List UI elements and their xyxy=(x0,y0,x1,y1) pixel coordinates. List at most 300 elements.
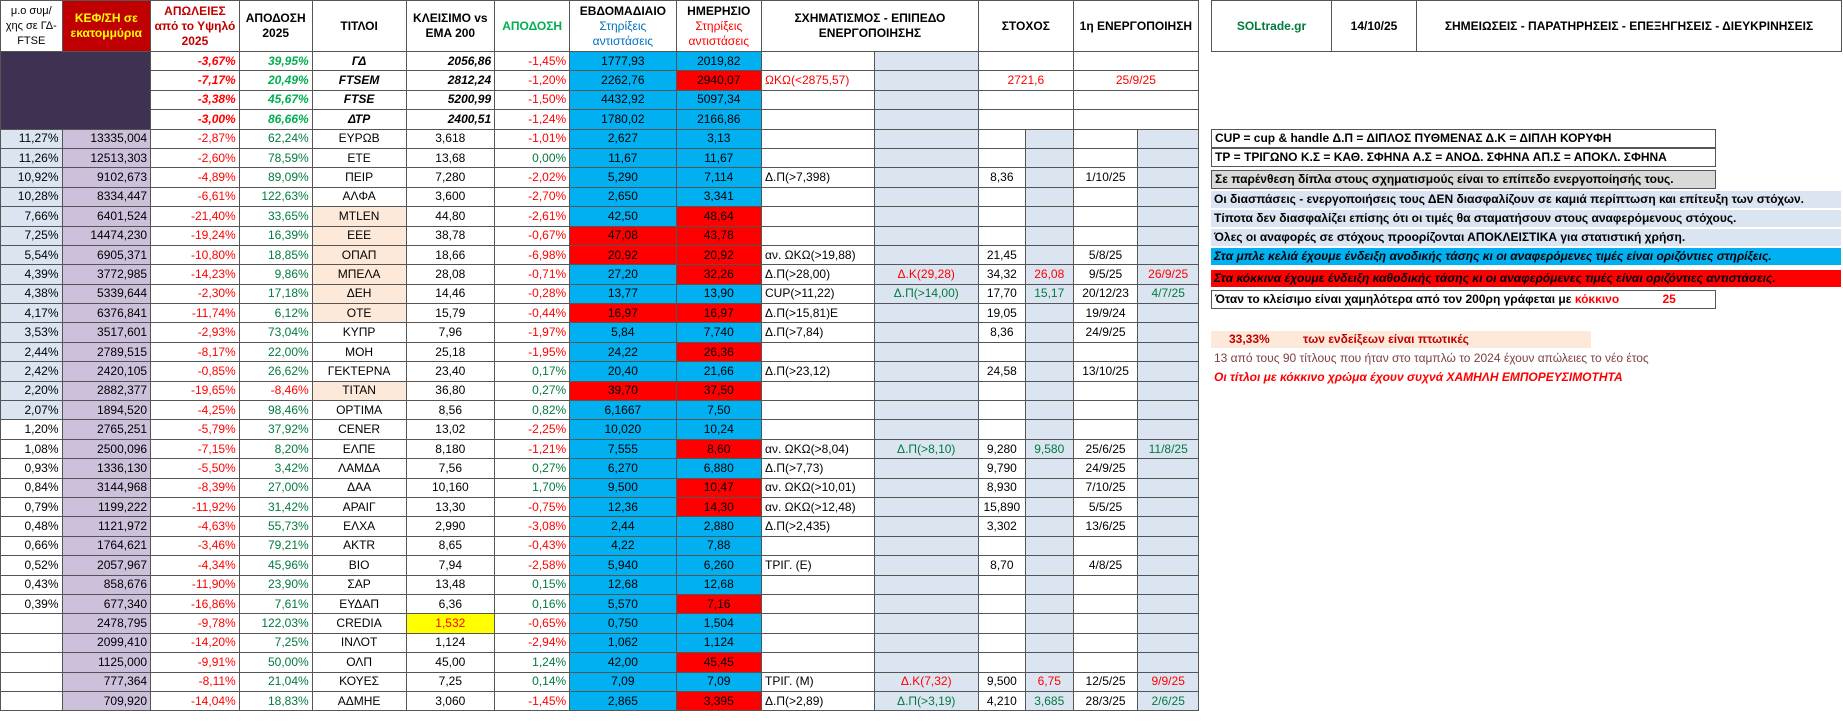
stock-cap: 13335,004 xyxy=(62,129,151,148)
index-pattern xyxy=(762,90,875,109)
stock-title: CENER xyxy=(312,420,406,439)
stock-pattern xyxy=(762,653,875,672)
stock-title: ΕΥΡΩΒ xyxy=(312,129,406,148)
stock-close: 13,02 xyxy=(406,420,495,439)
index-row xyxy=(1,110,1199,129)
note-pct-text: των ενδείξεων είναι πτωτικές xyxy=(1303,332,1469,346)
stock-pattern-2 xyxy=(874,381,978,400)
stock-daily: 10,47 xyxy=(676,478,761,497)
stock-avg xyxy=(1,633,63,652)
stock-pattern xyxy=(762,187,875,206)
stock-weekly: 2,627 xyxy=(570,129,676,148)
stock-loss: -19,24% xyxy=(151,226,240,245)
legend-line-2: ΤΡ = ΤΡΙΓΩΝΟ Κ.Σ = ΚΑΘ. ΣΦΗΝΑ Α.Σ = ΑΝΟΔ. ΣΦΗΝΑ ΑΠ.Σ = ΑΠΟΚΛ. ΣΦΗΝΑ xyxy=(1211,148,1716,167)
stock-activation-2 xyxy=(1138,168,1199,187)
stock-weekly: 4,22 xyxy=(570,536,676,555)
col-cap: ΚΕΦ/ΣΗ σε εκατομμύρια xyxy=(62,1,151,52)
stock-pattern: Δ.Π(>23,12) xyxy=(762,362,875,381)
stock-row xyxy=(1,362,1199,381)
stock-target-2 xyxy=(1025,556,1073,575)
index-close: 2056,86 xyxy=(406,52,495,71)
stock-daily: 7,740 xyxy=(676,323,761,342)
index-title: ΔΤΡ xyxy=(312,110,406,129)
stock-daily: 7,88 xyxy=(676,536,761,555)
stock-weekly: 11,67 xyxy=(570,148,676,167)
col-loss: ΑΠΩΛΕΙΕΣ από το Υψηλό 2025 xyxy=(151,1,240,52)
stock-close: 6,36 xyxy=(406,594,495,613)
stock-target xyxy=(978,594,1025,613)
note-liquidity: Οι τίτλοι με κόκκινο χρώμα έχουν συχνά ΧΑΜΗΛΗ ΕΜΠΟΡΕΥΣΙΜΟΤΗΤΑ xyxy=(1214,370,1623,384)
stock-weekly: 7,09 xyxy=(570,672,676,691)
stock-daily: 48,64 xyxy=(676,207,761,226)
index-pattern-2 xyxy=(874,52,978,71)
stock-activation-2 xyxy=(1138,342,1199,361)
stock-yield2025: 18,85% xyxy=(239,245,312,264)
stock-pattern xyxy=(762,633,875,652)
index-row xyxy=(1,52,1199,71)
stock-pattern: Δ.Π(>7,84) xyxy=(762,323,875,342)
stock-weekly: 16,97 xyxy=(570,304,676,323)
note-parentheses: Σε παρένθεση δίπλα στους σχηματισμούς είναι το επίπεδο ενεργοποίησής τους. xyxy=(1211,170,1716,189)
stock-avg: 0,93% xyxy=(1,459,63,478)
stock-title: ΙΝΛΟΤ xyxy=(312,633,406,652)
index-loss: -3,00% xyxy=(151,110,240,129)
stock-title: ΔΕΗ xyxy=(312,284,406,303)
header-row xyxy=(1,1,1199,52)
stock-yield: 1,24% xyxy=(495,653,570,672)
stock-row xyxy=(1,245,1199,264)
stock-cap: 1125,000 xyxy=(62,653,151,672)
stock-row xyxy=(1,614,1199,633)
stock-title: MTLEN xyxy=(312,207,406,226)
stock-row xyxy=(1,129,1199,148)
stock-close: 13,68 xyxy=(406,148,495,167)
col-pattern: ΣΧΗΜΑΤΙΣΜΟΣ - ΕΠΙΠΕΔΟ ΕΝΕΡΓΟΠΟΙΗΣΗΣ xyxy=(762,1,979,52)
stock-pattern-2 xyxy=(874,245,978,264)
stock-activation-2 xyxy=(1138,187,1199,206)
stock-target: 8,36 xyxy=(978,168,1025,187)
stock-target xyxy=(978,381,1025,400)
stock-target-2: 9,580 xyxy=(1025,439,1073,458)
stock-loss: -4,34% xyxy=(151,556,240,575)
stock-target xyxy=(978,342,1025,361)
index-activation xyxy=(1073,110,1198,129)
stock-target xyxy=(978,207,1025,226)
stock-yield2025: 9,86% xyxy=(239,265,312,284)
stock-loss: -19,65% xyxy=(151,381,240,400)
stock-weekly: 5,290 xyxy=(570,168,676,187)
daily-sub: Στηρίξεις αντιστάσεις xyxy=(688,18,749,48)
stock-avg: 7,25% xyxy=(1,226,63,245)
stock-row xyxy=(1,536,1199,555)
stock-close: 28,08 xyxy=(406,265,495,284)
note-all: Όλες οι αναφορές σε στόχους προορίζονται ΑΠΟΚΛΕΙΣΤΙΚΑ για στατιστική χρήση. xyxy=(1211,229,1841,246)
stock-pattern xyxy=(762,401,875,420)
note-nothing: Τίποτα δεν διασφαλίζει επίσης ότι οι τιμές θα σταματήσουν στους αναφερόμενους στόχους. xyxy=(1211,210,1841,227)
stock-avg: 5,54% xyxy=(1,245,63,264)
index-target xyxy=(978,110,1073,129)
stock-avg: 0,39% xyxy=(1,594,63,613)
stock-activation: 20/12/23 xyxy=(1073,284,1138,303)
stock-target: 3,302 xyxy=(978,517,1025,536)
stock-target: 19,05 xyxy=(978,304,1025,323)
stock-yield2025: 45,96% xyxy=(239,556,312,575)
daily-title: ΗΜΕΡΗΣΙΟ xyxy=(687,3,751,18)
index-weekly: 1780,02 xyxy=(570,110,676,129)
stock-close: 18,66 xyxy=(406,245,495,264)
stock-loss: -21,40% xyxy=(151,207,240,226)
stock-target-2 xyxy=(1025,536,1073,555)
stock-close: 15,79 xyxy=(406,304,495,323)
stock-avg: 10,92% xyxy=(1,168,63,187)
stock-daily: 16,97 xyxy=(676,304,761,323)
stock-row xyxy=(1,420,1199,439)
stock-row xyxy=(1,497,1199,516)
stock-avg: 11,26% xyxy=(1,148,63,167)
stock-pattern xyxy=(762,226,875,245)
index-activation xyxy=(1073,90,1198,109)
stock-pattern-2 xyxy=(874,459,978,478)
stock-activation-2 xyxy=(1138,304,1199,323)
stock-avg: 4,17% xyxy=(1,304,63,323)
stock-pattern-2 xyxy=(874,187,978,206)
stock-title: ΜΟΗ xyxy=(312,342,406,361)
stock-pattern-2 xyxy=(874,323,978,342)
stock-title: ΣΑΡ xyxy=(312,575,406,594)
stock-target-2 xyxy=(1025,633,1073,652)
stock-yield: 1,70% xyxy=(495,478,570,497)
stock-cap: 1336,130 xyxy=(62,459,151,478)
index-row xyxy=(1,71,1199,90)
stock-target: 4,210 xyxy=(978,691,1025,710)
stock-row xyxy=(1,459,1199,478)
stock-yield2025: 8,20% xyxy=(239,439,312,458)
stock-activation-2 xyxy=(1138,497,1199,516)
stock-pattern-2 xyxy=(874,556,978,575)
stock-loss: -3,46% xyxy=(151,536,240,555)
stock-yield: 0,00% xyxy=(495,148,570,167)
stock-pattern-2: Δ.Π(>14,00) xyxy=(874,284,978,303)
stock-target: 8,930 xyxy=(978,478,1025,497)
stock-target-2: 15,17 xyxy=(1025,284,1073,303)
stock-pattern-2 xyxy=(874,168,978,187)
stock-pattern-2 xyxy=(874,420,978,439)
stock-yield: 0,16% xyxy=(495,594,570,613)
index-target xyxy=(978,52,1073,71)
stock-row xyxy=(1,556,1199,575)
stock-loss: -2,93% xyxy=(151,323,240,342)
stock-target xyxy=(978,633,1025,652)
stock-title: ΚΥΠΡ xyxy=(312,323,406,342)
stock-close: 8,65 xyxy=(406,536,495,555)
stock-pattern xyxy=(762,594,875,613)
stock-target xyxy=(978,187,1025,206)
stock-pattern xyxy=(762,381,875,400)
stock-title: CREDIA xyxy=(312,614,406,633)
stock-avg: 2,44% xyxy=(1,342,63,361)
stock-yield: -2,25% xyxy=(495,420,570,439)
stock-target-2 xyxy=(1025,226,1073,245)
stock-yield2025: 73,04% xyxy=(239,323,312,342)
stock-daily: 12,68 xyxy=(676,575,761,594)
stock-activation: 25/6/25 xyxy=(1073,439,1138,458)
stock-daily: 45,45 xyxy=(676,653,761,672)
stock-loss: -16,86% xyxy=(151,594,240,613)
stock-target xyxy=(978,614,1025,633)
index-yield: -1,20% xyxy=(495,71,570,90)
col-daily xyxy=(676,1,761,52)
stock-weekly: 2,44 xyxy=(570,517,676,536)
stock-pattern-2 xyxy=(874,536,978,555)
stock-yield: -2,61% xyxy=(495,207,570,226)
stock-loss: -4,63% xyxy=(151,517,240,536)
stock-target: 9,790 xyxy=(978,459,1025,478)
stock-close: 7,96 xyxy=(406,323,495,342)
stock-cap: 8334,447 xyxy=(62,187,151,206)
stock-yield2025: 50,00% xyxy=(239,653,312,672)
stock-pattern-2 xyxy=(874,401,978,420)
index-pattern xyxy=(762,52,875,71)
stock-yield: -1,45% xyxy=(495,691,570,710)
stock-yield2025: 23,90% xyxy=(239,575,312,594)
stock-daily: 32,26 xyxy=(676,265,761,284)
stock-yield: 0,27% xyxy=(495,381,570,400)
stock-daily: 3,341 xyxy=(676,187,761,206)
stock-close: 1,124 xyxy=(406,633,495,652)
stock-activation: 5/8/25 xyxy=(1073,245,1138,264)
stock-pattern: Δ.Π(>2,435) xyxy=(762,517,875,536)
stock-daily: 7,50 xyxy=(676,401,761,420)
stock-yield2025: 89,09% xyxy=(239,168,312,187)
stock-target: 21,45 xyxy=(978,245,1025,264)
stock-title: ΛΑΜΔΑ xyxy=(312,459,406,478)
stock-target-2: 3,685 xyxy=(1025,691,1073,710)
stock-pattern-2 xyxy=(874,207,978,226)
stock-pattern: CUP(>11,22) xyxy=(762,284,875,303)
stock-target-2 xyxy=(1025,245,1073,264)
stock-yield: -0,44% xyxy=(495,304,570,323)
stock-activation: 1/10/25 xyxy=(1073,168,1138,187)
stock-activation xyxy=(1073,129,1138,148)
stock-title: AKTR xyxy=(312,536,406,555)
index-daily: 2940,07 xyxy=(676,71,761,90)
stock-row xyxy=(1,284,1199,303)
stock-close: 44,80 xyxy=(406,207,495,226)
stock-pattern-2 xyxy=(874,129,978,148)
stock-row xyxy=(1,439,1199,458)
stock-pattern-2 xyxy=(874,226,978,245)
stock-daily: 1,504 xyxy=(676,614,761,633)
note-pct-value: 33,33% xyxy=(1229,332,1270,346)
stock-yield2025: 31,42% xyxy=(239,497,312,516)
stock-title: ΓΕΚΤΕΡΝΑ xyxy=(312,362,406,381)
stock-yield: -1,97% xyxy=(495,323,570,342)
stock-activation xyxy=(1073,536,1138,555)
stock-cap: 3144,968 xyxy=(62,478,151,497)
stock-target-2 xyxy=(1025,207,1073,226)
stock-cap: 2882,377 xyxy=(62,381,151,400)
stock-close: 10,160 xyxy=(406,478,495,497)
stock-yield: 0,17% xyxy=(495,362,570,381)
stock-close: 7,280 xyxy=(406,168,495,187)
stock-activation xyxy=(1073,401,1138,420)
stock-target xyxy=(978,226,1025,245)
stock-title: ΕΛΧΑ xyxy=(312,517,406,536)
stock-pattern xyxy=(762,614,875,633)
stock-yield2025: 62,24% xyxy=(239,129,312,148)
stock-weekly: 5,84 xyxy=(570,323,676,342)
stock-target xyxy=(978,401,1025,420)
stock-cap: 5339,644 xyxy=(62,284,151,303)
stock-activation xyxy=(1073,653,1138,672)
stock-pattern: Δ.Π(>28,00) xyxy=(762,265,875,284)
stock-activation-2: 11/8/25 xyxy=(1138,439,1199,458)
stock-daily: 7,114 xyxy=(676,168,761,187)
stock-close: 7,25 xyxy=(406,672,495,691)
stock-target-2 xyxy=(1025,459,1073,478)
stock-cap: 6376,841 xyxy=(62,304,151,323)
stock-cap: 1121,972 xyxy=(62,517,151,536)
note-red: Στα κόκκινα έχουμε ένδειξη καθοδικής τάσης κι οι αναφερόμενες τιμές είναι οριζόντιες αντιστάσεις. xyxy=(1211,270,1841,287)
stock-yield: -2,70% xyxy=(495,187,570,206)
stock-close: 23,40 xyxy=(406,362,495,381)
stock-cap: 1764,621 xyxy=(62,536,151,555)
stock-weekly: 6,1667 xyxy=(570,401,676,420)
stock-weekly: 1,062 xyxy=(570,633,676,652)
stock-target: 8,36 xyxy=(978,323,1025,342)
stock-title: ΜΠΕΛΑ xyxy=(312,265,406,284)
index-close: 2812,24 xyxy=(406,71,495,90)
stock-avg: 0,52% xyxy=(1,556,63,575)
stock-yield: 0,14% xyxy=(495,672,570,691)
stock-yield: 0,15% xyxy=(495,575,570,594)
note-losses: 13 από τους 90 τίτλους που ήταν στο ταμπλώ το 2024 έχουν απώλειες το νέο έτος xyxy=(1214,351,1649,365)
stock-row xyxy=(1,265,1199,284)
stock-activation-2 xyxy=(1138,323,1199,342)
stock-row xyxy=(1,401,1199,420)
stock-weekly: 2,865 xyxy=(570,691,676,710)
stock-weekly: 47,08 xyxy=(570,226,676,245)
stock-activation xyxy=(1073,594,1138,613)
stock-row xyxy=(1,653,1199,672)
stock-row xyxy=(1,323,1199,342)
index-title: FTSEM xyxy=(312,71,406,90)
stock-yield: -0,65% xyxy=(495,614,570,633)
stock-cap: 12513,303 xyxy=(62,148,151,167)
stock-pattern: Δ.Π(>7,398) xyxy=(762,168,875,187)
stock-target-2 xyxy=(1025,148,1073,167)
stock-weekly: 20,40 xyxy=(570,362,676,381)
stock-title: ΕΕΕ xyxy=(312,226,406,245)
stock-avg xyxy=(1,653,63,672)
stock-weekly: 2,650 xyxy=(570,187,676,206)
index-daily: 2166,86 xyxy=(676,110,761,129)
stock-daily: 7,09 xyxy=(676,672,761,691)
stock-close: 2,990 xyxy=(406,517,495,536)
index-row xyxy=(1,90,1199,109)
stock-yield: -2,58% xyxy=(495,556,570,575)
stock-cap: 6401,524 xyxy=(62,207,151,226)
stock-activation xyxy=(1073,575,1138,594)
stock-avg: 10,28% xyxy=(1,187,63,206)
stock-activation: 7/10/25 xyxy=(1073,478,1138,497)
stock-loss: -2,87% xyxy=(151,129,240,148)
stock-activation-2 xyxy=(1138,148,1199,167)
stock-title: ΒΙΟ xyxy=(312,556,406,575)
index-loss: -3,67% xyxy=(151,52,240,71)
stock-daily: 3,395 xyxy=(676,691,761,710)
stock-activation xyxy=(1073,342,1138,361)
legend-line-1: CUP = cup & handle Δ.Π = ΔΙΠΛΟΣ ΠΥΘΜΕΝΑΣ Δ.Κ = ΔΙΠΛΗ ΚΟΡΥΦΗ xyxy=(1211,129,1716,148)
stock-cap: 6905,371 xyxy=(62,245,151,264)
stock-avg: 0,66% xyxy=(1,536,63,555)
stock-weekly: 0,750 xyxy=(570,614,676,633)
stock-row xyxy=(1,478,1199,497)
stock-row xyxy=(1,226,1199,245)
stock-activation-2 xyxy=(1138,575,1199,594)
index-weekly: 2262,76 xyxy=(570,71,676,90)
stock-target xyxy=(978,148,1025,167)
stock-weekly: 12,36 xyxy=(570,497,676,516)
stock-cap: 2500,096 xyxy=(62,439,151,458)
stock-target-2 xyxy=(1025,594,1073,613)
stock-target-2 xyxy=(1025,129,1073,148)
stock-yield: -2,02% xyxy=(495,168,570,187)
stock-daily: 37,50 xyxy=(676,381,761,400)
stock-target-2 xyxy=(1025,497,1073,516)
stock-pattern: αν. ΩΚΩ(>8,04) xyxy=(762,439,875,458)
stock-row xyxy=(1,168,1199,187)
stock-yield2025: 3,42% xyxy=(239,459,312,478)
stock-title: ΕΥΔΑΠ xyxy=(312,594,406,613)
stock-activation xyxy=(1073,381,1138,400)
stock-target-2 xyxy=(1025,342,1073,361)
stock-activation xyxy=(1073,226,1138,245)
stock-yield2025: 122,03% xyxy=(239,614,312,633)
stock-yield2025: 98,46% xyxy=(239,401,312,420)
stock-weekly: 12,68 xyxy=(570,575,676,594)
stock-cap: 3772,985 xyxy=(62,265,151,284)
stock-weekly: 13,77 xyxy=(570,284,676,303)
stock-close: 14,46 xyxy=(406,284,495,303)
stock-row xyxy=(1,575,1199,594)
stock-pattern-2 xyxy=(874,497,978,516)
index-weekly: 1777,93 xyxy=(570,52,676,71)
stock-yield: -0,28% xyxy=(495,284,570,303)
stock-avg: 0,48% xyxy=(1,517,63,536)
stock-close: 3,060 xyxy=(406,691,495,710)
index-daily: 2019,82 xyxy=(676,52,761,71)
stock-row xyxy=(1,633,1199,652)
stock-daily: 26,36 xyxy=(676,342,761,361)
stock-target-2 xyxy=(1025,517,1073,536)
note-ema xyxy=(1211,290,1716,309)
stock-cap: 677,340 xyxy=(62,594,151,613)
stock-activation-2: 9/9/25 xyxy=(1138,672,1199,691)
stock-target: 15,890 xyxy=(978,497,1025,516)
stock-avg: 7,66% xyxy=(1,207,63,226)
index-target: 2721,6 xyxy=(978,71,1073,90)
stock-loss: -9,91% xyxy=(151,653,240,672)
stock-pattern-2 xyxy=(874,478,978,497)
index-yield: -1,24% xyxy=(495,110,570,129)
stock-activation-2 xyxy=(1138,381,1199,400)
stock-yield2025: 7,61% xyxy=(239,594,312,613)
stock-title: ΑΛΦΑ xyxy=(312,187,406,206)
stock-cap: 2420,105 xyxy=(62,362,151,381)
stock-close: 13,48 xyxy=(406,575,495,594)
stock-weekly: 9,500 xyxy=(570,478,676,497)
